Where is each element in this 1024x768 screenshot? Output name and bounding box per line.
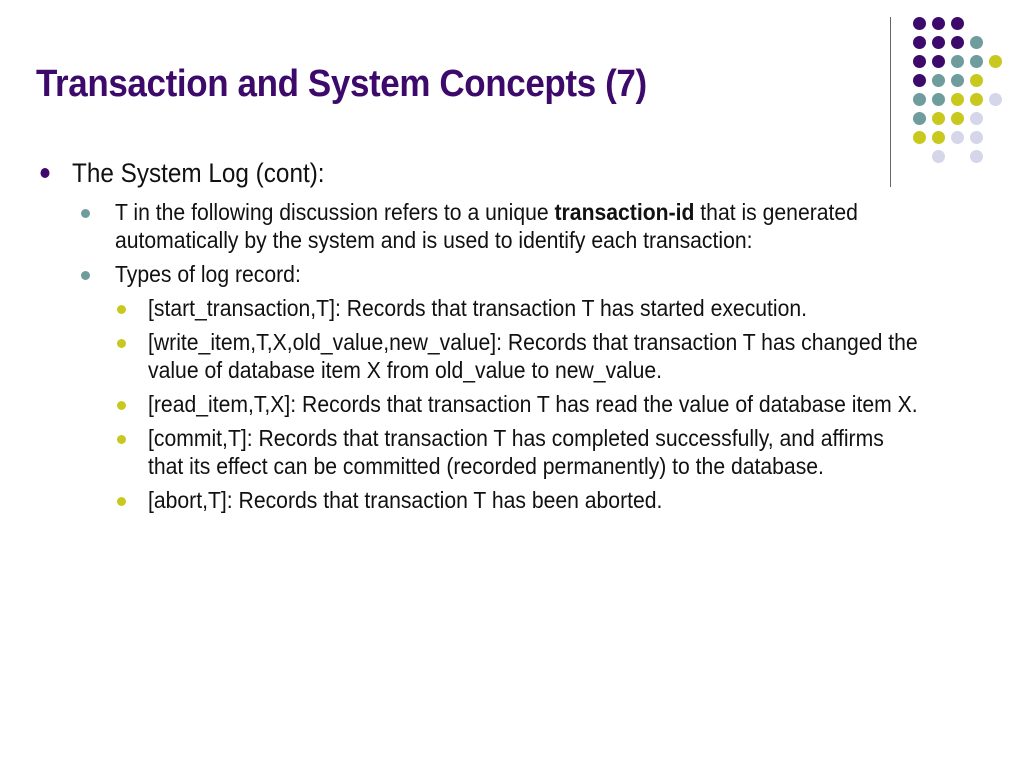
level1-text: The System Log (cont): [72,158,325,188]
level1-item [36,154,846,192]
decorative-dot [970,74,983,87]
level3-text: [commit,T]: Records that transaction T has completed successfully, and affirms that its effect can be committed (recorded permanently) to the database. [148,425,884,479]
decorative-dot [989,55,1002,68]
decorative-dot [913,74,926,87]
level3-text: [start_transaction,T]: Records that transaction T has started execution. [148,295,808,321]
decorative-dot [951,74,964,87]
decorative-dot [951,131,964,144]
decorative-dot [913,112,926,125]
level3-item-start-transaction [36,294,936,322]
level3-item-abort [36,486,936,514]
level1-bullet-icon [41,168,50,178]
level3-text: [read_item,T,X]: Records that transaction T has read the value of database item X. [148,391,918,417]
level2-text [115,198,869,254]
level3-item-commit [36,424,936,480]
decorative-dot [970,150,983,163]
slide-body [36,154,936,514]
slide-title: Transaction and System Concepts (7) [36,63,647,105]
level2-bullet-icon [81,271,90,280]
level3-bullet-icon [117,435,126,444]
decorative-dot [932,131,945,144]
decorative-dot [970,112,983,125]
level2-text-before: T in the following discussion refers to a unique [115,199,555,225]
level2-text-after: that is generated automatically by the system and is used to identify each transaction: [115,199,858,253]
decorative-dot [913,93,926,106]
decorative-dot [970,55,983,68]
decorative-dot [951,36,964,49]
decorative-dot [913,131,926,144]
decorative-dot [951,17,964,30]
decorative-dot [913,55,926,68]
decorative-dot [913,36,926,49]
level3-text: [write_item,T,X,old_value,new_value]: Records that transaction T has changed the value of database item X from old_value to new_value. [148,329,918,383]
level3-bullet-icon [117,401,126,410]
level3-item-write-item [36,328,936,384]
level2-bullet-icon [81,209,90,218]
level3-item-read-item [36,390,936,418]
decorative-dot [970,131,983,144]
decorative-dot [951,93,964,106]
decorative-dot [989,93,1002,106]
decorative-dot [970,36,983,49]
level3-text: [abort,T]: Records that transaction T has been aborted. [148,487,663,513]
decorative-dot [932,112,945,125]
level2-item-log-record-types [36,260,936,288]
level2-text: Types of log record: [115,261,301,287]
decorative-dot [951,112,964,125]
transaction-id-bold: transaction-id [554,199,695,225]
decorative-dot [932,74,945,87]
decorative-dot [970,93,983,106]
level3-bullet-icon [117,497,126,506]
decorative-dot [932,55,945,68]
level3-bullet-icon [117,339,126,348]
level2-item-transaction-id [36,198,936,254]
decorative-dot [951,55,964,68]
decorative-dot [932,93,945,106]
level3-bullet-icon [117,305,126,314]
decorative-dot [932,17,945,30]
decorative-dot [913,17,926,30]
decorative-dot [932,36,945,49]
